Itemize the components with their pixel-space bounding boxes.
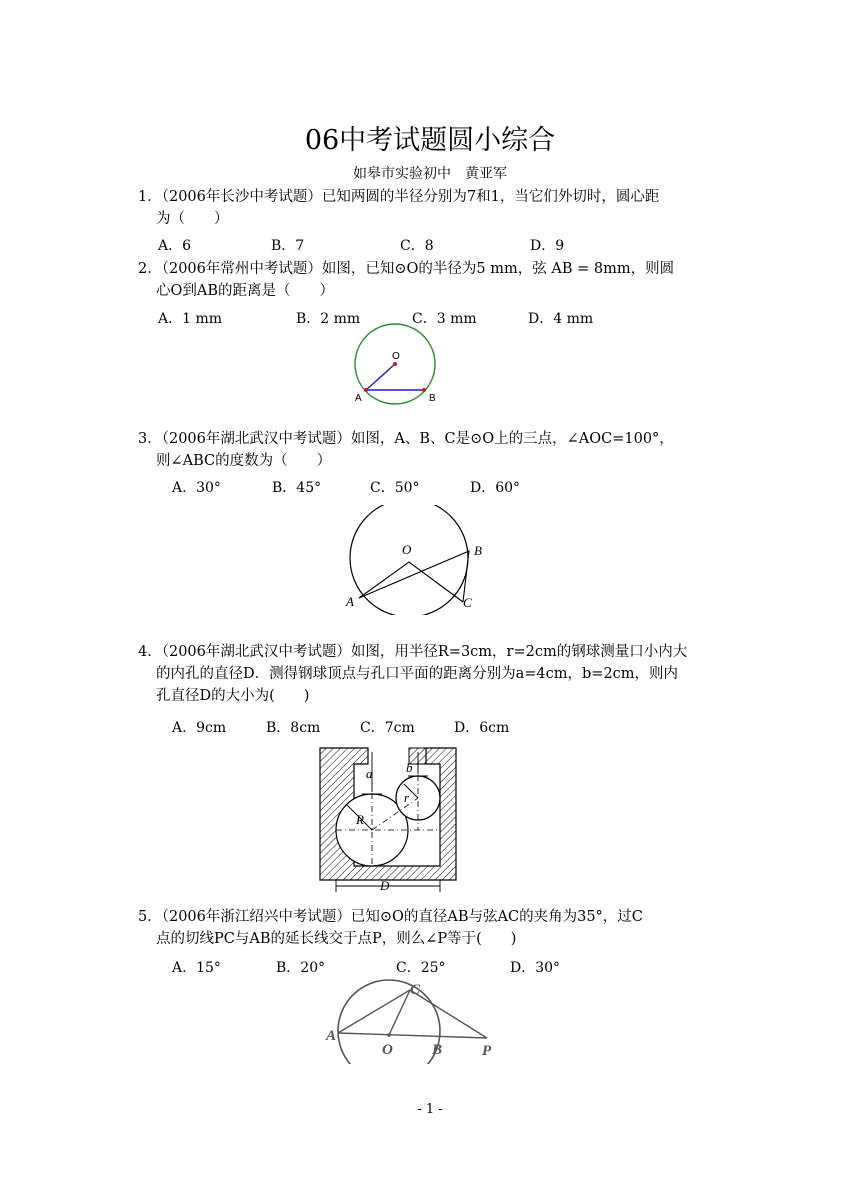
option-a: A．1 mm <box>158 311 223 327</box>
circle-o <box>350 505 468 615</box>
label-o: O <box>402 542 412 557</box>
label-b: B <box>429 393 436 404</box>
question-3-line1: 3．（2006年湖北武汉中考试题）如图，A、B、C是⊙O上的三点，∠AOC=100°， <box>138 431 674 447</box>
option-d: D．30° <box>510 960 561 976</box>
question-5-line2: 点的切线PC与AB的延长线交于点P，则么∠P等于( ) <box>156 931 517 947</box>
label-b: B <box>432 1042 443 1058</box>
option-c: C．3 mm <box>412 311 477 327</box>
label-a: a <box>366 766 373 781</box>
label-a: A <box>346 594 354 609</box>
question-4 <box>138 641 738 707</box>
option-d: D．60° <box>470 480 521 496</box>
label-a: A <box>326 1028 337 1044</box>
option-d: D．9 <box>530 238 565 254</box>
figure-4-steel-balls-hole <box>316 744 464 896</box>
label-a: A <box>355 393 362 404</box>
question-4-line1: 4．（2006年湖北武汉中考试题）如图，用半径R=3cm，r=2cm的钢球测量口小内大 <box>138 644 688 660</box>
label-r-large: R <box>356 812 364 827</box>
radius-oa <box>366 364 395 390</box>
question-1-line1: 1．（2006年长沙中考试题）已知两圆的半径分别为7和1，当它们外切时，圆心距 <box>138 189 660 205</box>
question-3 <box>138 428 738 472</box>
point-o <box>387 1033 391 1037</box>
angle-aoc <box>359 562 463 602</box>
label-o: O <box>382 1042 393 1058</box>
question-5-line1: 5．（2006年浙江绍兴中考试题）已知⊙O的直径AB与弦AC的夹角为35°，过C <box>138 909 643 925</box>
option-a: A．30° <box>172 480 221 496</box>
option-b: B．8cm <box>266 720 321 736</box>
question-1 <box>138 186 738 230</box>
label-b: B <box>474 543 482 558</box>
figure-3-inscribed-angle <box>338 505 498 615</box>
option-c: C．50° <box>370 480 420 496</box>
option-a: A．15° <box>172 960 221 976</box>
question-2-line1: 2．（2006年常州中考试题）如图，已知⊙O的半径为5 mm，弦 AB = 8mm，则圆 <box>138 261 675 277</box>
point-b <box>422 388 426 392</box>
question-2 <box>138 258 738 302</box>
figure-5-tangent <box>322 978 502 1064</box>
option-b: B．2 mm <box>296 311 361 327</box>
option-d: D．4 mm <box>528 311 594 327</box>
line-ap <box>338 1033 487 1038</box>
label-o: O <box>392 351 400 362</box>
question-5 <box>138 906 738 950</box>
page-number: - 1 - <box>417 1102 443 1117</box>
label-d: D <box>380 878 390 893</box>
option-b: B．20° <box>276 960 326 976</box>
question-3-line2: 则∠ABC的度数为（ ） <box>156 453 332 469</box>
figure-2-circle-chord <box>345 320 445 410</box>
label-c: C <box>410 982 421 998</box>
author-line: 如皋市实验初中 黄亚军 <box>353 166 507 182</box>
option-c: C．8 <box>400 238 434 254</box>
option-d: D．6cm <box>454 720 510 736</box>
option-a: A．6 <box>158 238 192 254</box>
label-p: P <box>482 1043 492 1059</box>
option-a: A．9cm <box>172 720 227 736</box>
label-c: C <box>463 595 472 610</box>
question-4-line2: 的内孔的直径D．测得钢球顶点与孔口平面的距离分别为a=4cm，b=2cm，则内 <box>156 666 679 682</box>
label-b: b <box>406 760 413 775</box>
document-title: 06中考试题圆小综合 <box>304 125 556 156</box>
point-o <box>393 362 397 366</box>
option-c: C．25° <box>396 960 446 976</box>
tangent-pc <box>410 990 487 1038</box>
question-2-line2: 心O到AB的距离是（ ） <box>156 283 335 299</box>
option-c: C．7cm <box>360 720 415 736</box>
question-4-line3: 孔直径D的大小为( ) <box>156 688 310 704</box>
question-1-line2: 为（ ） <box>156 211 229 227</box>
label-r-small: r <box>404 790 410 805</box>
point-a <box>364 388 368 392</box>
option-b: B．45° <box>272 480 322 496</box>
option-b: B．7 <box>271 238 305 254</box>
